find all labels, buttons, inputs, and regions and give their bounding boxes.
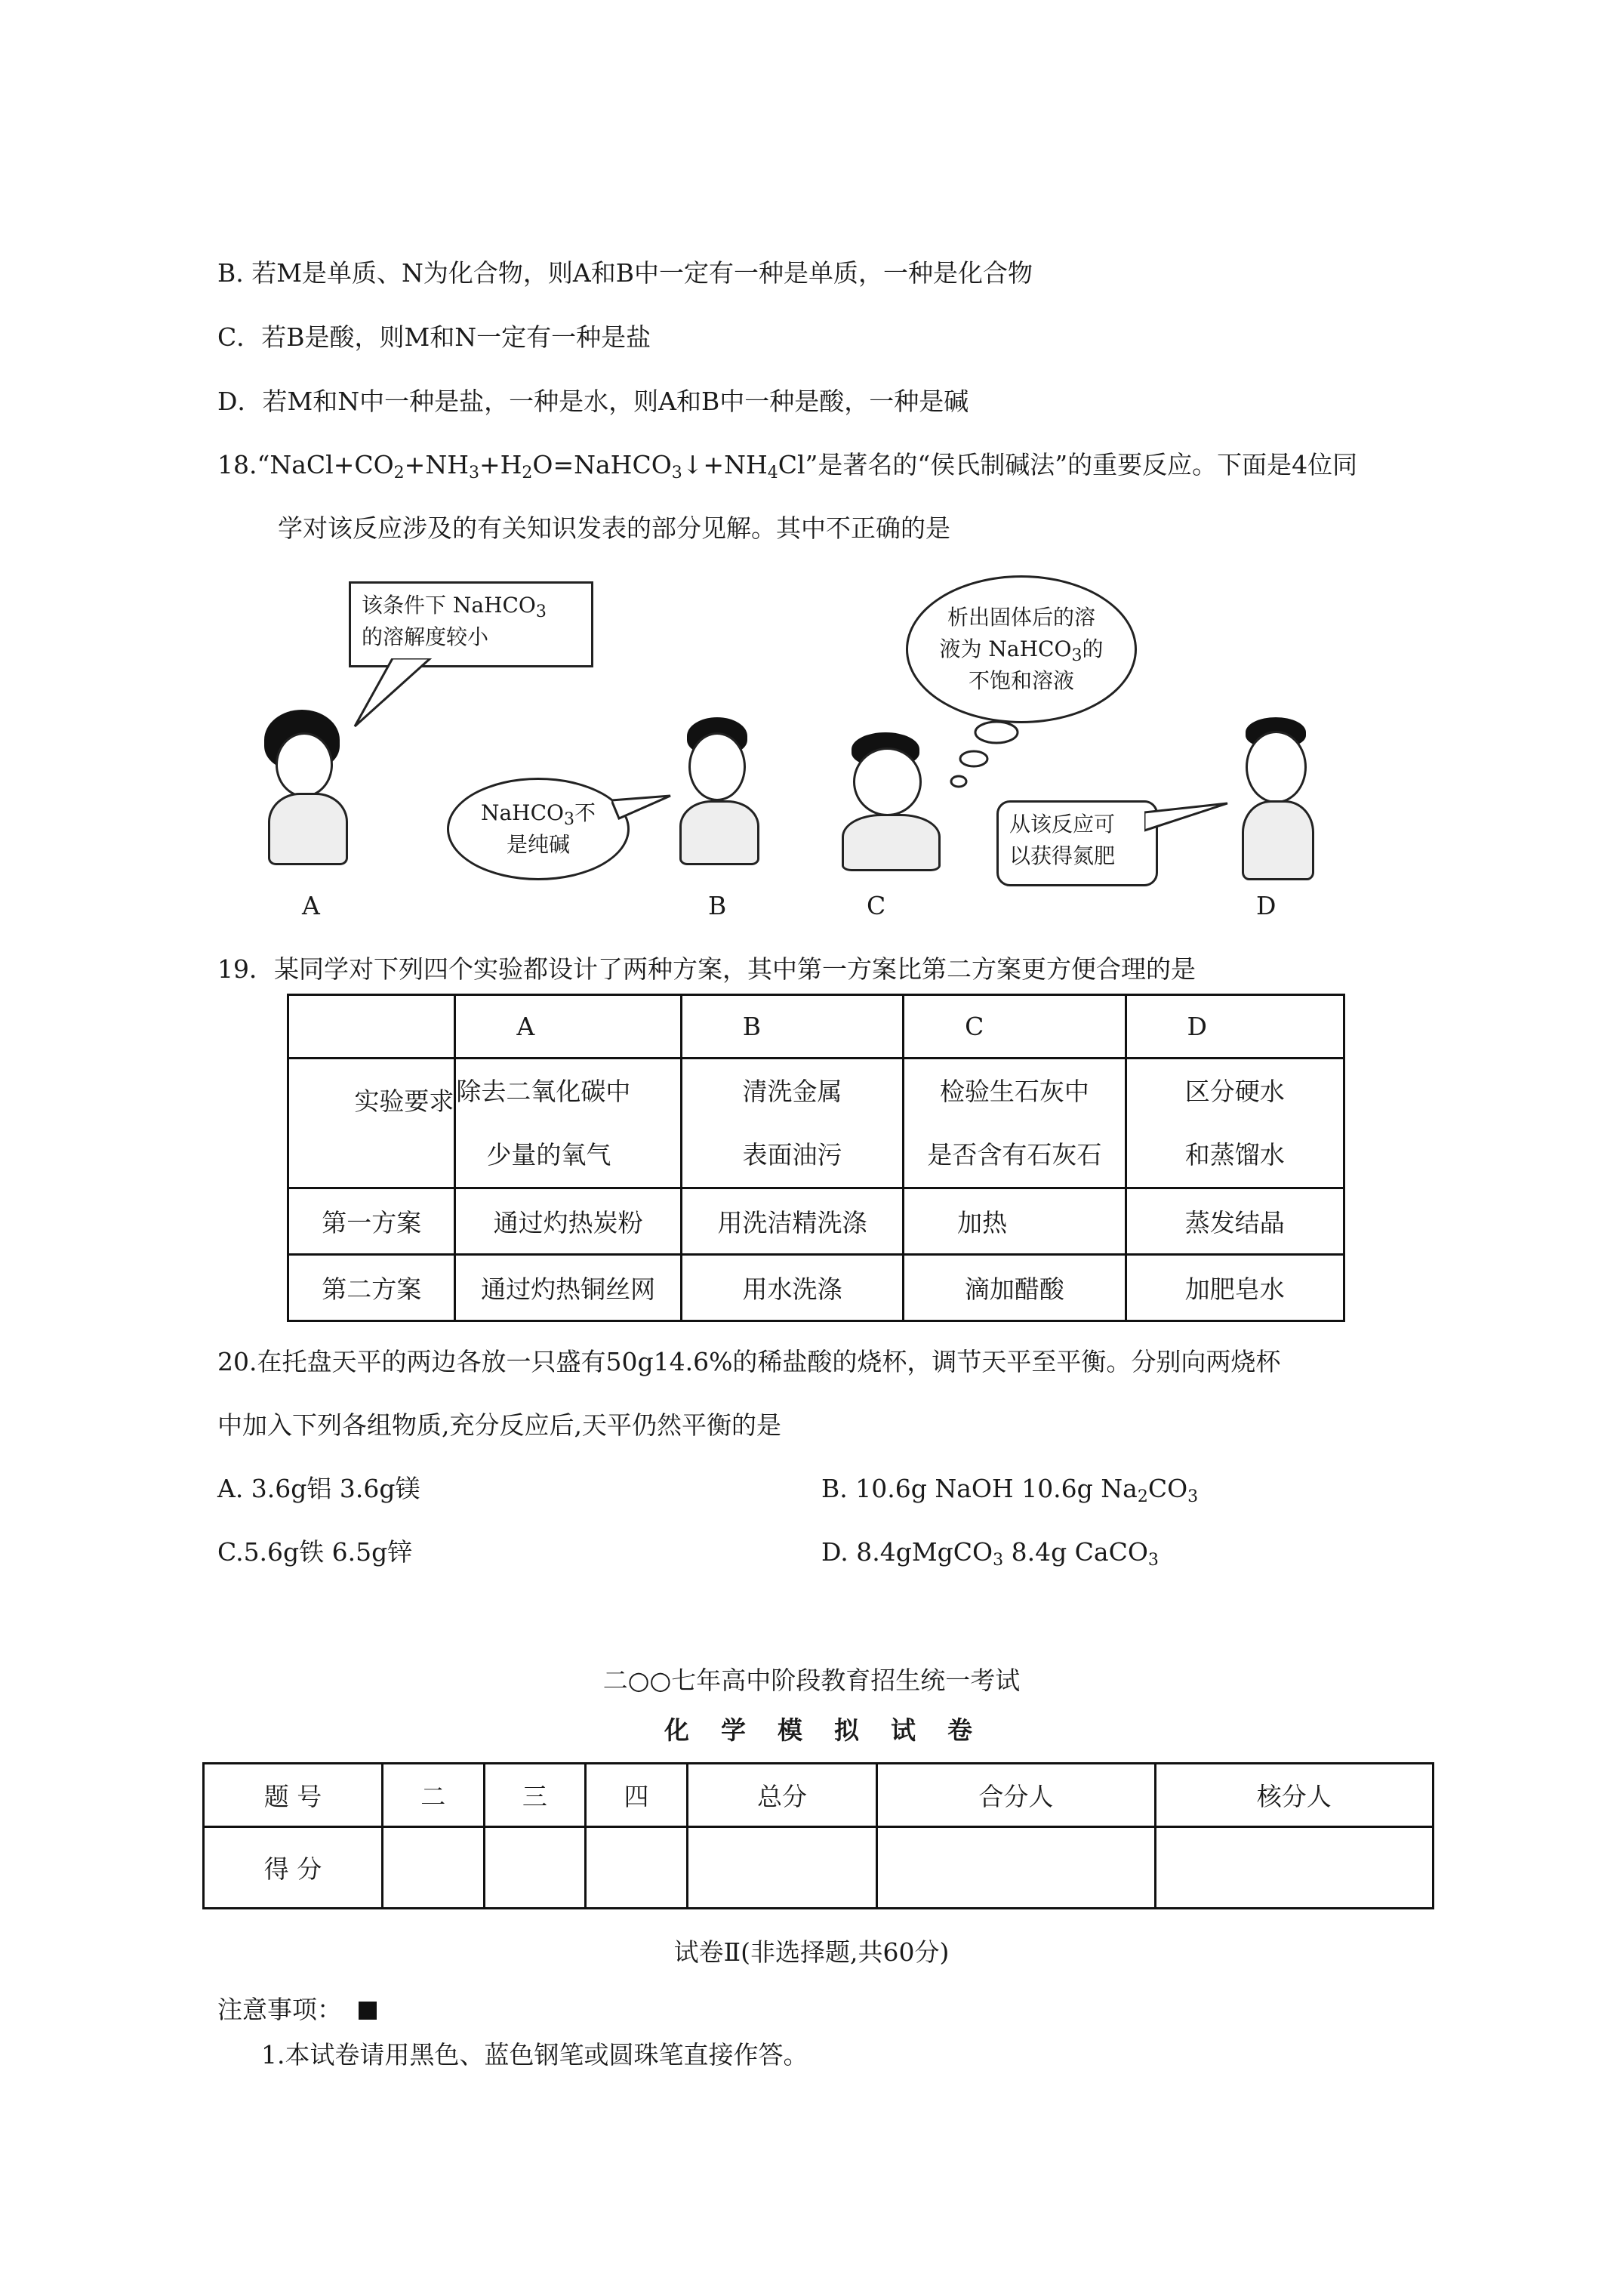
score-header-cell: 二 <box>383 1764 485 1827</box>
q20-option-d: D. 8.4gMgCO$_3$ 8.4g CaCO$_3$ <box>821 1537 1159 1570</box>
table-cell: 第一方案 <box>288 1188 455 1255</box>
score-header-cell: 核分人 <box>1155 1764 1433 1827</box>
square-mark-icon <box>359 2002 377 2020</box>
score-header-cell: 合分人 <box>877 1764 1155 1827</box>
score-row <box>204 1827 1434 1909</box>
q20-stem-line2: 中加入下列各组物质,充分反应后,天平仍然平衡的是 <box>217 1410 781 1440</box>
figure-label-c: C <box>867 891 886 920</box>
student-a-figure <box>249 710 370 876</box>
table-row <box>288 1059 1344 1188</box>
table-cell: 第二方案 <box>288 1255 455 1321</box>
q18-stem-line1: $18.“NaCl+CO_2+NH_3+H_2O=NaHCO_3↓+NH_4Cl$”是著名的“侯氏制碱法”的重要反应。下面是4位同 <box>217 450 1358 482</box>
table-cell: 用水洗涤 <box>681 1255 903 1321</box>
speech-bubble-a: 该条件下 NaHCO$_3$ 的溶解度较小 <box>349 581 593 667</box>
option-d-line: D．若M和N中一种是盐，一种是水，则A和B中一种是酸，一种是碱 <box>217 387 969 416</box>
table-cell: 用洗洁精洗涤 <box>681 1188 903 1255</box>
q19-stem: 19．某同学对下列四个实验都设计了两种方案，其中第一方案比第二方案更方便合理的是 <box>217 954 1196 984</box>
table-cell: 蒸发结晶 <box>1126 1188 1344 1255</box>
q20-stem-line1: 20.在托盘天平的两边各放一只盛有50g14.6%的稀盐酸的烧杯，调节天平至平衡。分别向两烧杯 <box>217 1347 1281 1376</box>
figure-label-d: D <box>1256 891 1277 920</box>
table-header-row <box>288 995 1344 1059</box>
speech-bubble-b: NaHCO$_3$不 是纯碱 <box>447 778 630 880</box>
table-cell: 加热 <box>904 1188 1126 1255</box>
table-cell: 检验生石灰中 是否含有石灰石 <box>904 1059 1126 1188</box>
table-cell: D <box>1126 995 1344 1059</box>
table-cell: A <box>455 995 681 1059</box>
speech-bubble-b-tail <box>611 793 672 823</box>
student-c-figure <box>838 732 944 868</box>
score-input-cell[interactable] <box>484 1827 586 1909</box>
notice-item-1: 1.本试卷请用黑色、蓝色钢笔或圆珠笔直接作答。 <box>261 2040 808 2069</box>
score-input-cell[interactable] <box>877 1827 1155 1909</box>
speech-bubble-d-tail <box>1144 800 1235 838</box>
q18-stem-line2: 学对该反应涉及的有关知识发表的部分见解。其中不正确的是 <box>278 513 950 543</box>
option-c-line: C．若B是酸，则M和N一定有一种是盐 <box>217 322 651 352</box>
score-header-cell: 四 <box>586 1764 688 1827</box>
q20-option-b: B. 10.6g NaOH 10.6g $Na_2CO_3$ <box>821 1474 1199 1506</box>
q18-illustration <box>242 574 1359 929</box>
table-row <box>288 1255 1344 1321</box>
thought-bubble-c: 析出固体后的溶 液为 NaHCO$_3$的 不饱和溶液 <box>906 575 1137 723</box>
score-input-cell[interactable] <box>383 1827 485 1909</box>
table-cell: 滴加醋酸 <box>904 1255 1126 1321</box>
q20-option-a: A. 3.6g铝 3.6g镁 <box>217 1474 420 1503</box>
speech-bubble-d: 从该反应可 以获得氮肥 <box>996 800 1158 886</box>
score-input-cell[interactable] <box>687 1827 876 1909</box>
score-input-cell[interactable] <box>586 1827 688 1909</box>
score-header-cell: 三 <box>484 1764 586 1827</box>
student-b-figure <box>672 717 770 868</box>
figure-label-b: B <box>708 891 727 920</box>
score-header-row <box>204 1764 1434 1827</box>
table-row <box>288 1188 1344 1255</box>
table-cell: 实验要求 <box>288 1059 455 1188</box>
paper-section-title: 试卷Ⅱ(非选择题,共60分) <box>673 1937 950 1967</box>
table-cell: 清洗金属 表面油污 <box>681 1059 903 1188</box>
score-table <box>202 1762 1434 1909</box>
score-label-cell: 得 分 <box>204 1827 383 1909</box>
exam-subtitle: 化学模拟试卷 <box>664 1715 1004 1745</box>
table-cell: 加肥皂水 <box>1126 1255 1344 1321</box>
score-input-cell[interactable] <box>1155 1827 1433 1909</box>
figure-label-a: A <box>302 891 320 920</box>
table-cell: B <box>681 995 903 1059</box>
score-header-cell: 总分 <box>687 1764 876 1827</box>
table-cell <box>288 995 455 1059</box>
option-b-line: B. 若M是单质、N为化合物，则A和B中一定有一种是单质，一种是化合物 <box>217 258 1033 288</box>
table-cell: 区分硬水 和蒸馏水 <box>1126 1059 1344 1188</box>
notice-heading: 注意事项： <box>217 1993 377 2026</box>
table-cell: 除去二氧化碳中 少量的氧气 <box>455 1059 681 1188</box>
q20-option-c: C.5.6g铁 6.5g锌 <box>217 1537 413 1567</box>
table-cell: 通过灼热炭粉 <box>455 1188 681 1255</box>
thought-bubble-c-dots <box>944 717 1027 800</box>
student-d-figure <box>1230 717 1329 883</box>
exam-title: 二○○七年高中阶段教育招生统一考试 <box>602 1666 1021 1695</box>
table-cell: C <box>904 995 1126 1059</box>
q19-table <box>287 994 1345 1322</box>
score-header-cell: 题 号 <box>204 1764 383 1827</box>
table-cell: 通过灼热铜丝网 <box>455 1255 681 1321</box>
